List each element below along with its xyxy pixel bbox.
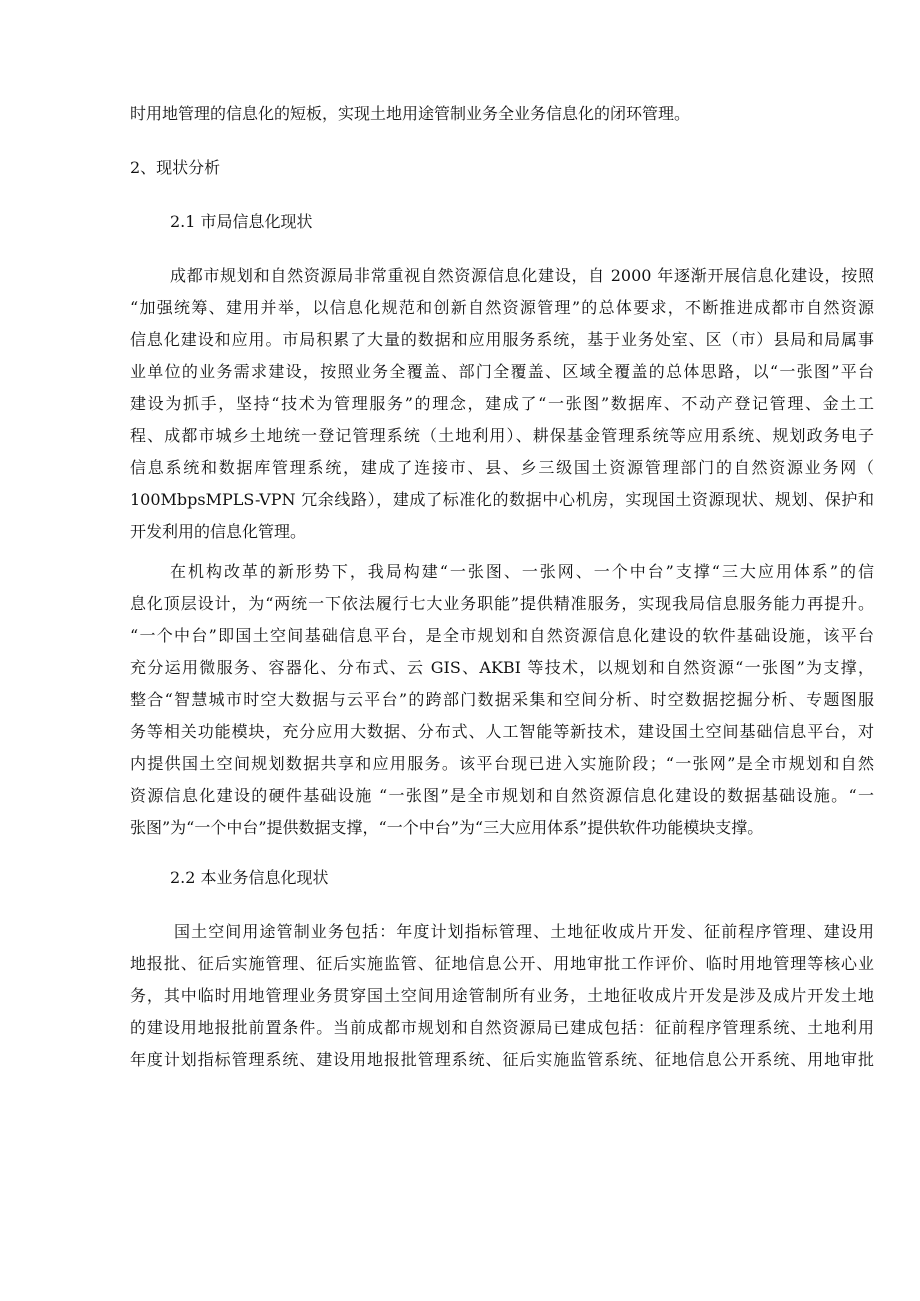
paragraph-line: 内提供国土空间规划数据共享和应用服务。该平台现已进入实施阶段；“一张网”是全市规划和自然 [130, 754, 874, 773]
paragraph-line: 整合“智慧城市时空大数据与云平台”的跨部门数据采集和空间分析、时空数据挖掘分析、专题图服 [130, 690, 874, 709]
paragraph-line: 的建设用地报批前置条件。当前成都市规划和自然资源局已建成包括：征前程序管理系统、土地利用 [130, 1018, 874, 1037]
section-2-2-title: 2.2 本业务信息化现状 [170, 868, 329, 887]
section-2-1-paragraph-1 [130, 260, 874, 548]
paragraph-line: “一个中台”即国土空间基础信息平台，是全市规划和自然资源信息化建设的软件基础设施，该平台 [130, 626, 874, 645]
paragraph-line: 年度计划指标管理系统、建设用地报批管理系统、征后实施监管系统、征地信息公开系统、用地审批 [130, 1050, 874, 1069]
paragraph-line: 充分运用微服务、容器化、分布式、云 GIS、AKBI 等技术，以规划和自然资源“一张图”为支撑， [130, 658, 874, 677]
paragraph-line: 务等相关功能模块，充分应用大数据、分布式、人工智能等新技术，建设国土空间基础信息平台，对 [130, 722, 874, 741]
document-body [130, 98, 874, 1076]
paragraph-line: 信息系统和数据库管理系统，建成了连接市、县、乡三级国土资源管理部门的自然资源业务网（ [130, 458, 874, 477]
paragraph-line: 100MbpsMPLS-VPN 冗余线路），建成了标准化的数据中心机房，实现国土资源现状、规划、保护和 [130, 490, 874, 509]
paragraph-line: 在机构改革的新形势下，我局构建“一张图、一张网、一个中台”支撑“三大应用体系”的信 [170, 562, 874, 581]
paragraph-line: 地报批、征后实施管理、征后实施监管、征地信息公开、用地审批工作评价、临时用地管理等核心业 [130, 954, 874, 973]
paragraph-line: 业单位的业务需求建设，按照业务全覆盖、部门全覆盖、区域全覆盖的总体思路，以“一张图”平台 [130, 362, 874, 381]
paragraph-line: 成都市规划和自然资源局非常重视自然资源信息化建设，自 2000 年逐渐开展信息化建设，按照 [170, 266, 874, 285]
paragraph-line: 国土空间用途管制业务包括：年度计划指标管理、土地征收成片开发、征前程序管理、建设用 [174, 922, 874, 941]
intro-line: 时用地管理的信息化的短板，实现土地用途管制业务全业务信息化的闭环管理。 [130, 104, 691, 123]
paragraph-line: 资源信息化建设的硬件基础设施 “一张图”是全市规划和自然资源信息化建设的数据基础设施。“一 [130, 786, 874, 805]
paragraph-line: “加强统筹、建用并举，以信息化规范和创新自然资源管理”的总体要求，不断推进成都市自然资源 [130, 298, 874, 317]
section-2-1-title: 2.1 市局信息化现状 [170, 212, 313, 231]
section-2-1-paragraph-2 [130, 556, 874, 844]
paragraph-line: 息化顶层设计，为“两统一下依法履行七大业务职能”提供精准服务，实现我局信息服务能力再提升。 [130, 594, 874, 613]
paragraph-line: 程、成都市城乡土地统一登记管理系统（土地利用）、耕保基金管理系统等应用系统、规划政务电子 [130, 426, 874, 445]
paragraph-line: 信息化建设和应用。市局积累了大量的数据和应用服务系统，基于业务处室、区（市）县局和局属事 [130, 330, 874, 349]
paragraph-line: 务，其中临时用地管理业务贯穿国土空间用途管制所有业务，土地征收成片开发是涉及成片开发土地 [130, 986, 874, 1005]
section-2-title: 2、现状分析 [130, 158, 221, 177]
paragraph-line: 张图”为“一个中台”提供数据支撑，“一个中台”为“三大应用体系”提供软件功能模块支撑。 [130, 818, 764, 837]
section-2-2-paragraph-1 [130, 916, 874, 1076]
paragraph-line: 建设为抓手，坚持“技术为管理服务”的理念，建成了“一张图”数据库、不动产登记管理、金土工 [130, 394, 874, 413]
paragraph-line: 开发利用的信息化管理。 [130, 522, 307, 541]
